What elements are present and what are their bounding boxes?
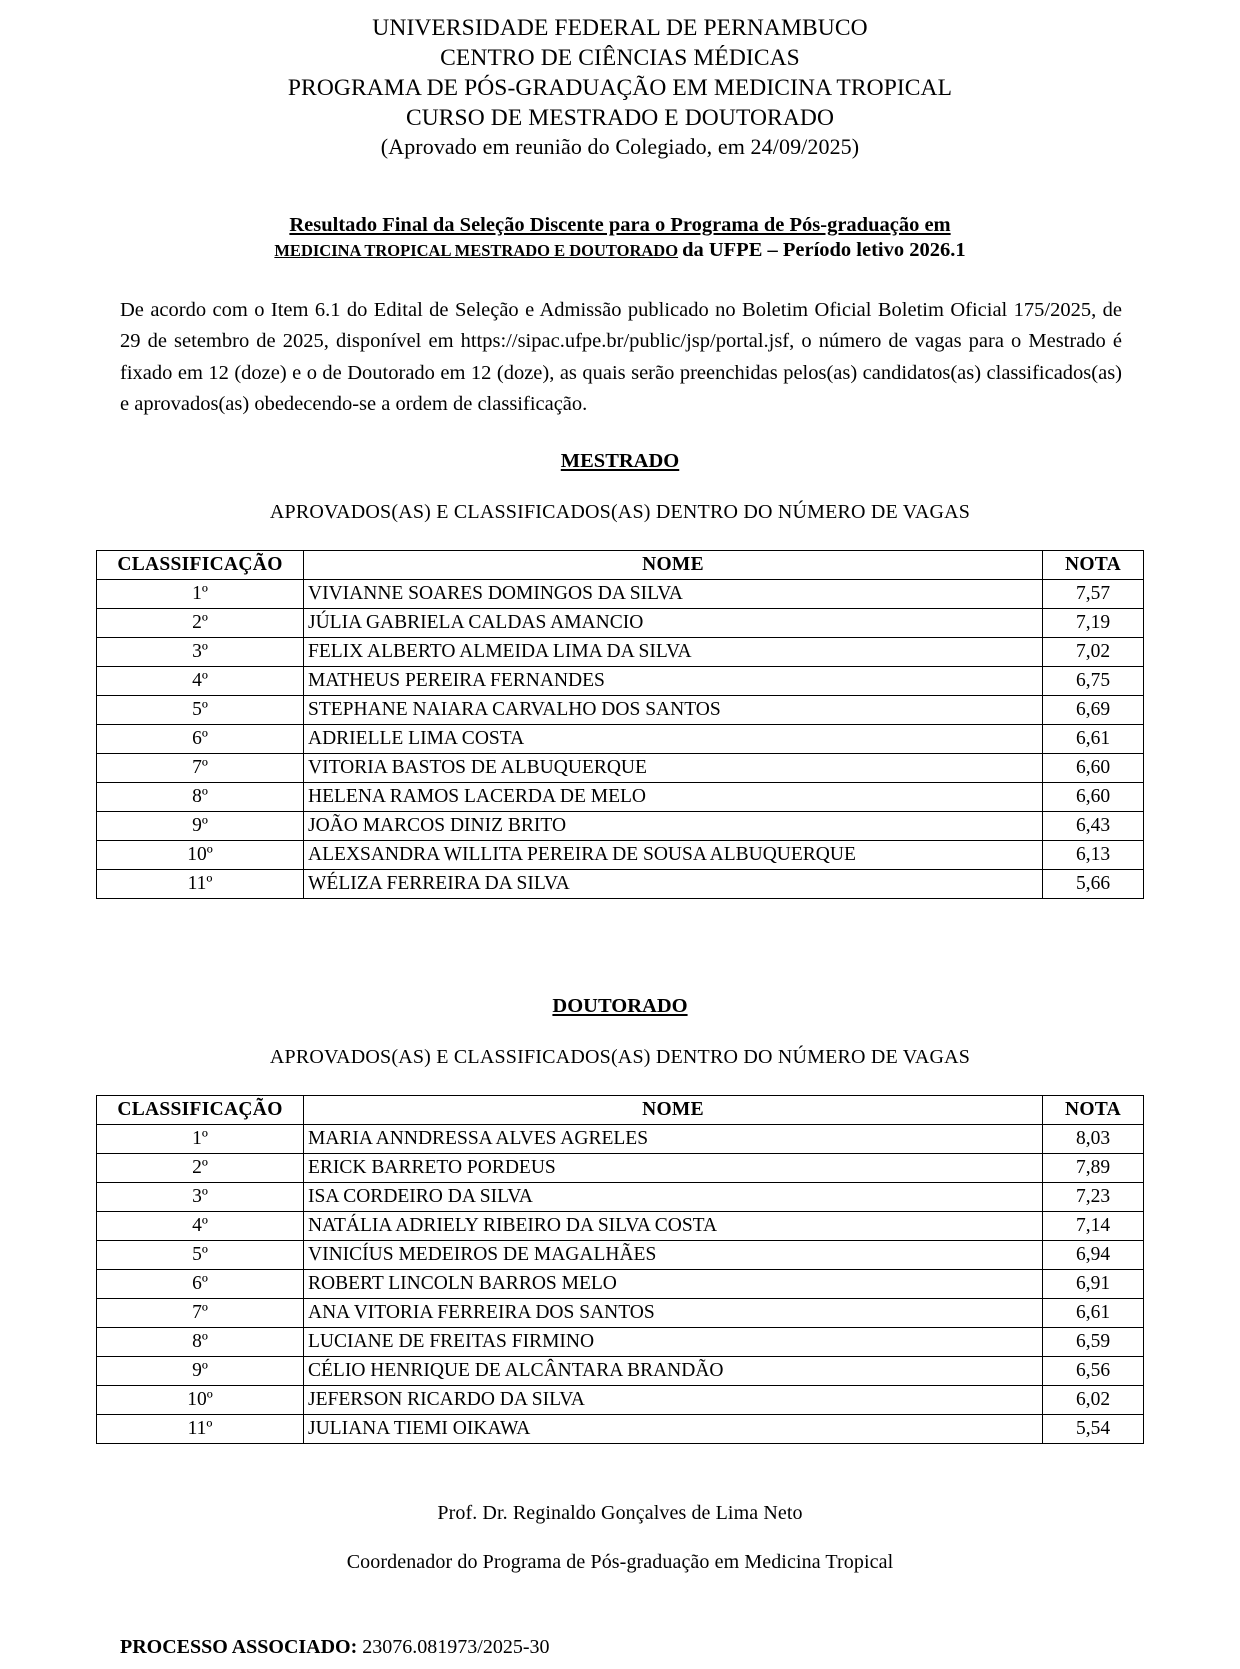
- table-row: [97, 666, 1144, 695]
- cell-classificacao: 5º: [97, 695, 304, 724]
- cell-nome: ANA VITORIA FERREIRA DOS SANTOS: [304, 1298, 1043, 1327]
- cell-nota: 6,69: [1043, 695, 1144, 724]
- intro-paragraph: De acordo com o Item 6.1 do Edital de Seleção e Admissão publicado no Boletim Oficial Boletim Oficial 175/2025, de 29 de setembro de 2025, disponível em https://sipac.ufpe.br/public/jsp/portal.jsf, o número de vagas para o Mestrado é fixado em 12 (doze) e o de Doutorado em 12 (doze), as quais serão preenchidas pelos(as) candidatos(as) classificados(as) e aprovados(as) obedecendo-se a ordem de classificação.: [120, 299, 1122, 415]
- document-header: [96, 14, 1144, 161]
- table-row: [97, 1182, 1144, 1211]
- cell-nota: 6,59: [1043, 1327, 1144, 1356]
- cell-nome: VINICÍUS MEDEIROS DE MAGALHÃES: [304, 1240, 1043, 1269]
- table-row: [97, 695, 1144, 724]
- cell-nome: MARIA ANNDRESSA ALVES AGRELES: [304, 1124, 1043, 1153]
- cell-nome: ISA CORDEIRO DA SILVA: [304, 1182, 1043, 1211]
- cell-nome: JÚLIA GABRIELA CALDAS AMANCIO: [304, 608, 1043, 637]
- cell-nome: NATÁLIA ADRIELY RIBEIRO DA SILVA COSTA: [304, 1211, 1043, 1240]
- table-mestrado: [96, 550, 1144, 899]
- cell-classificacao: 3º: [97, 637, 304, 666]
- cell-nota: 6,60: [1043, 753, 1144, 782]
- table-row: [97, 1153, 1144, 1182]
- cell-classificacao: 5º: [97, 1240, 304, 1269]
- cell-nota: 7,02: [1043, 637, 1144, 666]
- cell-classificacao: 11º: [97, 869, 304, 898]
- table-row: [97, 1211, 1144, 1240]
- cell-classificacao: 3º: [97, 1182, 304, 1211]
- cell-nota: 7,23: [1043, 1182, 1144, 1211]
- cell-classificacao: 2º: [97, 1153, 304, 1182]
- cell-classificacao: 6º: [97, 724, 304, 753]
- cell-nome: STEPHANE NAIARA CARVALHO DOS SANTOS: [304, 695, 1043, 724]
- header-line-approval: (Aprovado em reunião do Colegiado, em 24/09/2025): [380, 134, 860, 160]
- table-row: [97, 1240, 1144, 1269]
- cell-classificacao: 10º: [97, 1385, 304, 1414]
- column-header-nota: NOTA: [1043, 550, 1144, 579]
- table-row: [97, 840, 1144, 869]
- table-row: [97, 579, 1144, 608]
- header-line-program: PROGRAMA DE PÓS-GRADUAÇÃO EM MEDICINA TROPICAL: [287, 74, 953, 101]
- table-row: [97, 1298, 1144, 1327]
- signature-role: Coordenador do Programa de Pós-graduação em Medicina Tropical: [346, 1550, 894, 1573]
- cell-classificacao: 11º: [97, 1414, 304, 1443]
- table-row: [97, 1327, 1144, 1356]
- cell-nota: 6,56: [1043, 1356, 1144, 1385]
- cell-nota: 6,43: [1043, 811, 1144, 840]
- cell-classificacao: 8º: [97, 1327, 304, 1356]
- cell-nota: 6,61: [1043, 724, 1144, 753]
- spacer: [96, 899, 1144, 965]
- process-value: 23076.081973/2025-30: [362, 1635, 550, 1658]
- cell-nome: VITORIA BASTOS DE ALBUQUERQUE: [304, 753, 1043, 782]
- cell-nota: 5,54: [1043, 1414, 1144, 1443]
- table-row: [97, 1269, 1144, 1298]
- cell-nome: ERICK BARRETO PORDEUS: [304, 1153, 1043, 1182]
- cell-nota: 7,57: [1043, 579, 1144, 608]
- title-part-1: Resultado Final da Seleção Discente para o Programa de Pós-graduação em: [289, 214, 951, 237]
- title-part-2: MEDICINA TROPICAL MESTRADO E DOUTORADO: [274, 241, 679, 261]
- document-title: [96, 213, 1144, 263]
- cell-nota: 6,13: [1043, 840, 1144, 869]
- section-title-mestrado: MESTRADO: [560, 449, 680, 472]
- cell-nota: 6,75: [1043, 666, 1144, 695]
- table-header-row: [97, 550, 1144, 579]
- table-header-row: [97, 1095, 1144, 1124]
- cell-classificacao: 7º: [97, 753, 304, 782]
- table-row: [97, 811, 1144, 840]
- title-part-3: da UFPE – Período letivo 2026.1: [682, 239, 966, 262]
- column-header-classificacao: CLASSIFICAÇÃO: [97, 550, 304, 579]
- table-row: [97, 1385, 1144, 1414]
- cell-classificacao: 2º: [97, 608, 304, 637]
- header-line-course: CURSO DE MESTRADO E DOUTORADO: [405, 104, 835, 131]
- table-row: [97, 869, 1144, 898]
- signature-block: [96, 1502, 1144, 1574]
- table-row: [97, 1124, 1144, 1153]
- cell-nota: 6,91: [1043, 1269, 1144, 1298]
- cell-classificacao: 1º: [97, 1124, 304, 1153]
- cell-nota: 7,14: [1043, 1211, 1144, 1240]
- header-line-university: UNIVERSIDADE FEDERAL DE PERNAMBUCO: [372, 15, 868, 41]
- cell-nome: WÉLIZA FERREIRA DA SILVA: [304, 869, 1043, 898]
- cell-classificacao: 7º: [97, 1298, 304, 1327]
- cell-nome: VIVIANNE SOARES DOMINGOS DA SILVA: [304, 579, 1043, 608]
- cell-nome: MATHEUS PEREIRA FERNANDES: [304, 666, 1043, 695]
- title-line-2: [96, 238, 1144, 263]
- cell-nota: 6,02: [1043, 1385, 1144, 1414]
- table-doutorado: [96, 1095, 1144, 1444]
- cell-nome: JOÃO MARCOS DINIZ BRITO: [304, 811, 1043, 840]
- cell-nome: ROBERT LINCOLN BARROS MELO: [304, 1269, 1043, 1298]
- cell-classificacao: 4º: [97, 666, 304, 695]
- section-subtitle-mestrado: APROVADOS(AS) E CLASSIFICADOS(AS) DENTRO DO NÚMERO DE VAGAS: [269, 500, 971, 523]
- section-subtitle-doutorado: APROVADOS(AS) E CLASSIFICADOS(AS) DENTRO DO NÚMERO DE VAGAS: [269, 1045, 971, 1068]
- table-row: [97, 782, 1144, 811]
- cell-nota: 7,19: [1043, 608, 1144, 637]
- column-header-nome: NOME: [304, 550, 1043, 579]
- header-line-center: CENTRO DE CIÊNCIAS MÉDICAS: [440, 44, 800, 71]
- cell-classificacao: 10º: [97, 840, 304, 869]
- cell-nota: 6,94: [1043, 1240, 1144, 1269]
- table-row: [97, 724, 1144, 753]
- cell-nota: 7,89: [1043, 1153, 1144, 1182]
- cell-classificacao: 6º: [97, 1269, 304, 1298]
- process-line: [96, 1636, 1144, 1659]
- cell-nome: FELIX ALBERTO ALMEIDA LIMA DA SILVA: [304, 637, 1043, 666]
- cell-classificacao: 4º: [97, 1211, 304, 1240]
- column-header-nota: NOTA: [1043, 1095, 1144, 1124]
- cell-nome: LUCIANE DE FREITAS FIRMINO: [304, 1327, 1043, 1356]
- column-header-nome: NOME: [304, 1095, 1043, 1124]
- signature-name: Prof. Dr. Reginaldo Gonçalves de Lima Neto: [437, 1501, 803, 1524]
- cell-nome: JEFERSON RICARDO DA SILVA: [304, 1385, 1043, 1414]
- cell-classificacao: 1º: [97, 579, 304, 608]
- table-row: [97, 1356, 1144, 1385]
- column-header-classificacao: CLASSIFICAÇÃO: [97, 1095, 304, 1124]
- cell-nome: ADRIELLE LIMA COSTA: [304, 724, 1043, 753]
- cell-classificacao: 9º: [97, 1356, 304, 1385]
- cell-nome: HELENA RAMOS LACERDA DE MELO: [304, 782, 1043, 811]
- table-row: [97, 637, 1144, 666]
- cell-classificacao: 9º: [97, 811, 304, 840]
- table-row: [97, 753, 1144, 782]
- cell-nome: JULIANA TIEMI OIKAWA: [304, 1414, 1043, 1443]
- cell-classificacao: 8º: [97, 782, 304, 811]
- cell-nota: 6,60: [1043, 782, 1144, 811]
- table-row: [97, 1414, 1144, 1443]
- cell-nome: CÉLIO HENRIQUE DE ALCÂNTARA BRANDÃO: [304, 1356, 1043, 1385]
- process-label: PROCESSO ASSOCIADO:: [120, 1635, 358, 1658]
- section-title-doutorado: DOUTORADO: [552, 994, 688, 1017]
- table-row: [97, 608, 1144, 637]
- cell-nota: 8,03: [1043, 1124, 1144, 1153]
- cell-nota: 6,61: [1043, 1298, 1144, 1327]
- cell-nome: ALEXSANDRA WILLITA PEREIRA DE SOUSA ALBUQUERQUE: [304, 840, 1043, 869]
- cell-nota: 5,66: [1043, 869, 1144, 898]
